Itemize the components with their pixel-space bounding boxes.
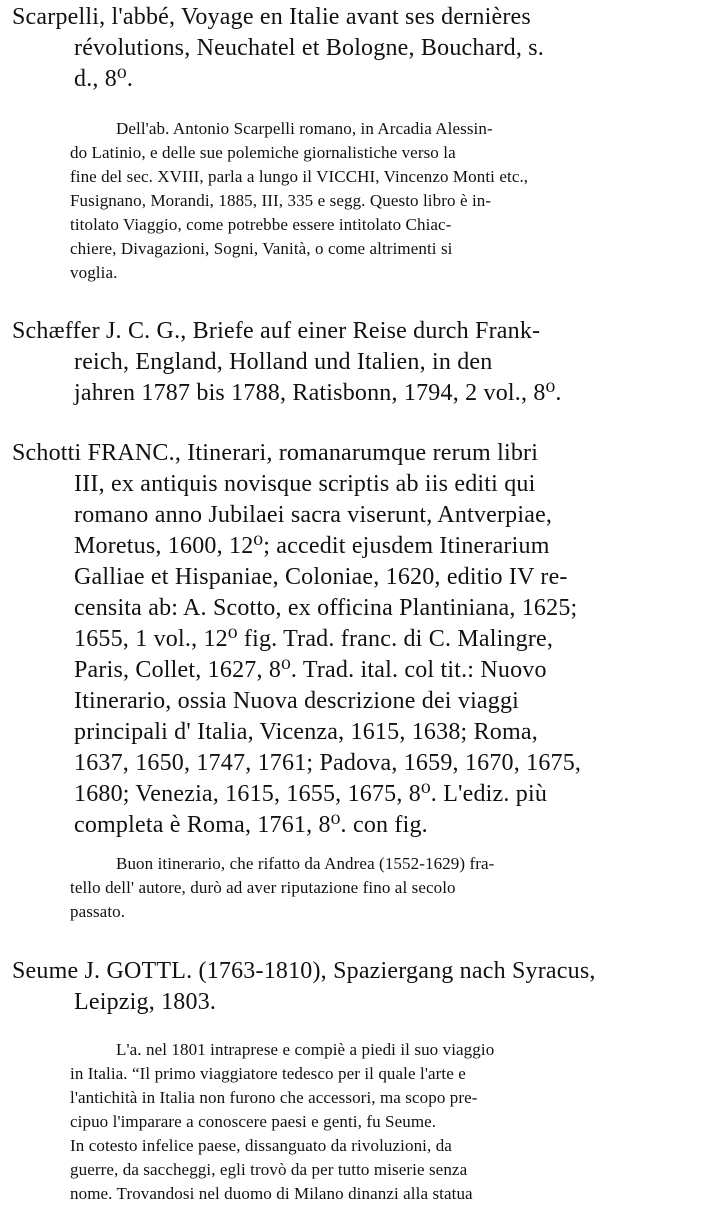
entry-line: Schotti FRANC., Itinerari, romanarumque rerum libri [12, 440, 539, 466]
note-line: voglia. [70, 263, 118, 282]
note-line: Fusignano, Morandi, 1885, III, 335 e segg. Questo libro è in- [70, 191, 492, 210]
entry-line: Moretus, 1600, 12⁰; accedit ejusdem Itinerarium [74, 533, 550, 559]
entry-line: Schæffer J. C. G., Briefe auf einer Reise durch Frank- [12, 318, 541, 344]
entry-line: Leipzig, 1803. [74, 989, 217, 1015]
note-line: guerre, da saccheggi, egli trovò da per tutto miserie senza [70, 1160, 468, 1179]
entry-line: censita ab: A. Scotto, ex officina Plantiniana, 1625; [74, 595, 578, 621]
entry-line: reich, England, Holland und Italien, in den [74, 349, 493, 375]
entry-line: 1637, 1650, 1747, 1761; Padova, 1659, 1670, 1675, [74, 750, 582, 776]
entry-line: romano anno Jubilaei sacra viserunt, Antverpiae, [74, 502, 553, 528]
entry-note-schotti [70, 852, 702, 924]
note-line: In cotesto infelice paese, dissanguato da rivoluzioni, da [70, 1136, 452, 1155]
note-line: Dell'ab. Antonio Scarpelli romano, in Arcadia Alessin- [116, 119, 493, 138]
note-line: nome. Trovandosi nel duomo di Milano dinanzi alla statua [70, 1184, 473, 1203]
bibliography-entry-seume [12, 956, 702, 1018]
entry-line: jahren 1787 bis 1788, Ratisbonn, 1794, 2 vol., 8⁰. [74, 380, 562, 406]
entry-line: principali d' Italia, Vicenza, 1615, 1638; Roma, [74, 719, 538, 745]
entry-line: Seume J. GOTTL. (1763-1810), Spaziergang nach Syracus, [12, 958, 596, 984]
entry-line: Scarpelli, l'abbé, Voyage en Italie avant ses dernières [12, 4, 531, 30]
bibliography-entry-schaeffer [12, 316, 702, 409]
entry-line: Galliae et Hispaniae, Coloniae, 1620, editio IV re- [74, 564, 568, 590]
note-line: in Italia. “Il primo viaggiatore tedesco per il quale l'arte e [70, 1064, 466, 1083]
bibliography-entry-scarpelli [12, 2, 702, 95]
note-line: l'antichità in Italia non furono che accessori, ma scopo pre- [70, 1088, 478, 1107]
entry-note-seume [70, 1038, 702, 1206]
entry-line: Paris, Collet, 1627, 8⁰. Trad. ital. col tit.: Nuovo [74, 657, 547, 683]
note-line: tello dell' autore, durò ad aver riputazione fino al secolo [70, 878, 456, 897]
note-line: chiere, Divagazioni, Sogni, Vanità, o come altrimenti si [70, 239, 453, 258]
entry-line: Itinerario, ossia Nuova descrizione dei viaggi [74, 688, 520, 714]
entry-line: révolutions, Neuchatel et Bologne, Bouchard, s. [74, 35, 544, 61]
note-line: titolato Viaggio, come potrebbe essere intitolato Chiac- [70, 215, 452, 234]
entry-line: completa è Roma, 1761, 8⁰. con fig. [74, 812, 428, 838]
note-line: passato. [70, 902, 126, 921]
note-line: fine del sec. XVIII, parla a lungo il VICCHI, Vincenzo Monti etc., [70, 167, 529, 186]
note-line: do Latinio, e delle sue polemiche giornalistiche verso la [70, 143, 456, 162]
entry-line: 1680; Venezia, 1615, 1655, 1675, 8⁰. L'ediz. più [74, 781, 548, 807]
note-line: Buon itinerario, che rifatto da Andrea (1552-1629) fra- [116, 854, 495, 873]
bibliography-entry-schotti [12, 438, 702, 841]
entry-line: d., 8⁰. [74, 66, 134, 92]
note-line: cipuo l'imparare a conoscere paesi e genti, fu Seume. [70, 1112, 437, 1131]
note-line: L'a. nel 1801 intraprese e compiè a piedi il suo viaggio [116, 1040, 495, 1059]
entry-line: III, ex antiquis novisque scriptis ab iis editi qui [74, 471, 536, 497]
entry-line: 1655, 1 vol., 12⁰ fig. Trad. franc. di C. Malingre, [74, 626, 554, 652]
entry-note-scarpelli [70, 117, 702, 285]
